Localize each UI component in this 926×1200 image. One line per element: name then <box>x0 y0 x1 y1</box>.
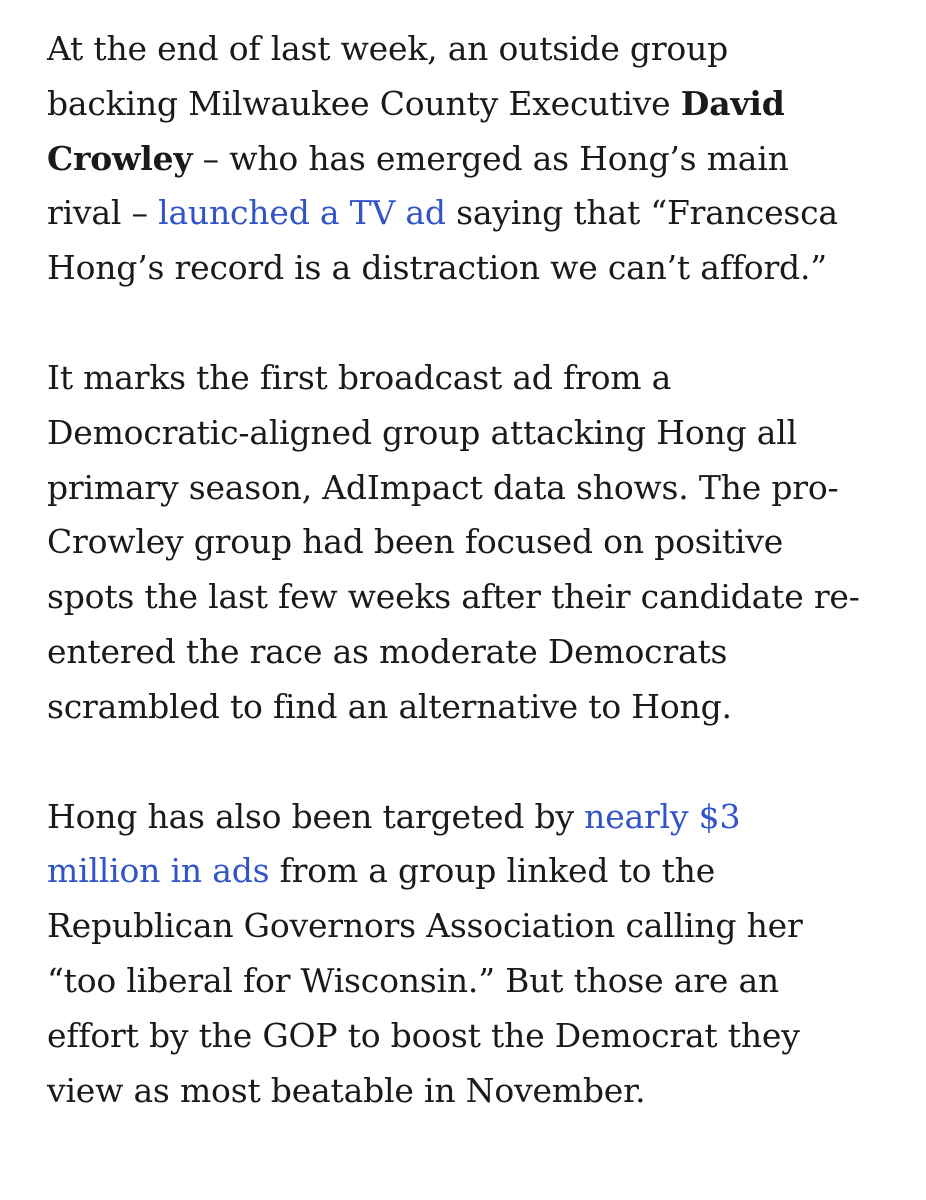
person-name-bold: Crowley <box>47 138 193 178</box>
text-line: Crowley – who has emerged as Hong’s main <box>47 138 789 178</box>
text-line: spots the last few weeks after their candidate re- <box>47 577 860 617</box>
text-line: effort by the GOP to boost the Democrat they <box>47 1015 800 1055</box>
paragraph-crowley-ad <box>47 22 907 296</box>
text-line: It marks the first broadcast ad from a <box>47 357 672 397</box>
text-line: Democratic-aligned group attacking Hong all <box>47 412 797 452</box>
article-body <box>47 22 907 1118</box>
text-line: scrambled to find an alternative to Hong. <box>47 686 732 726</box>
text-line: million in ads from a group linked to the <box>47 851 716 891</box>
text-line: backing Milwaukee County Executive David <box>47 83 785 123</box>
paragraph-gop-ads <box>47 790 907 1119</box>
text-line: At the end of last week, an outside group <box>47 29 729 68</box>
nearly-3-million-ads-link[interactable]: million in ads <box>47 851 270 891</box>
text-line: Crowley group had been focused on positive <box>47 522 784 562</box>
text-line: entered the race as moderate Democrats <box>47 631 728 671</box>
text-line: Hong’s record is a distraction we can’t afford.” <box>47 248 827 288</box>
text-line: primary season, AdImpact data shows. The pro- <box>47 467 839 507</box>
text-line: “too liberal for Wisconsin.” But those are an <box>47 960 779 1000</box>
text-line: Republican Governors Association calling her <box>47 906 803 946</box>
text-line: Hong has also been targeted by nearly $3 <box>47 796 741 836</box>
text-line: view as most beatable in November. <box>47 1070 646 1110</box>
launched-tv-ad-link[interactable]: launched a TV ad <box>158 193 446 233</box>
nearly-3-million-ads-link[interactable]: nearly $3 <box>584 796 741 836</box>
paragraph-first-broadcast <box>47 351 907 735</box>
person-name-bold: David <box>680 83 785 123</box>
text-line: rival – launched a TV ad saying that “Francesca <box>47 193 838 233</box>
